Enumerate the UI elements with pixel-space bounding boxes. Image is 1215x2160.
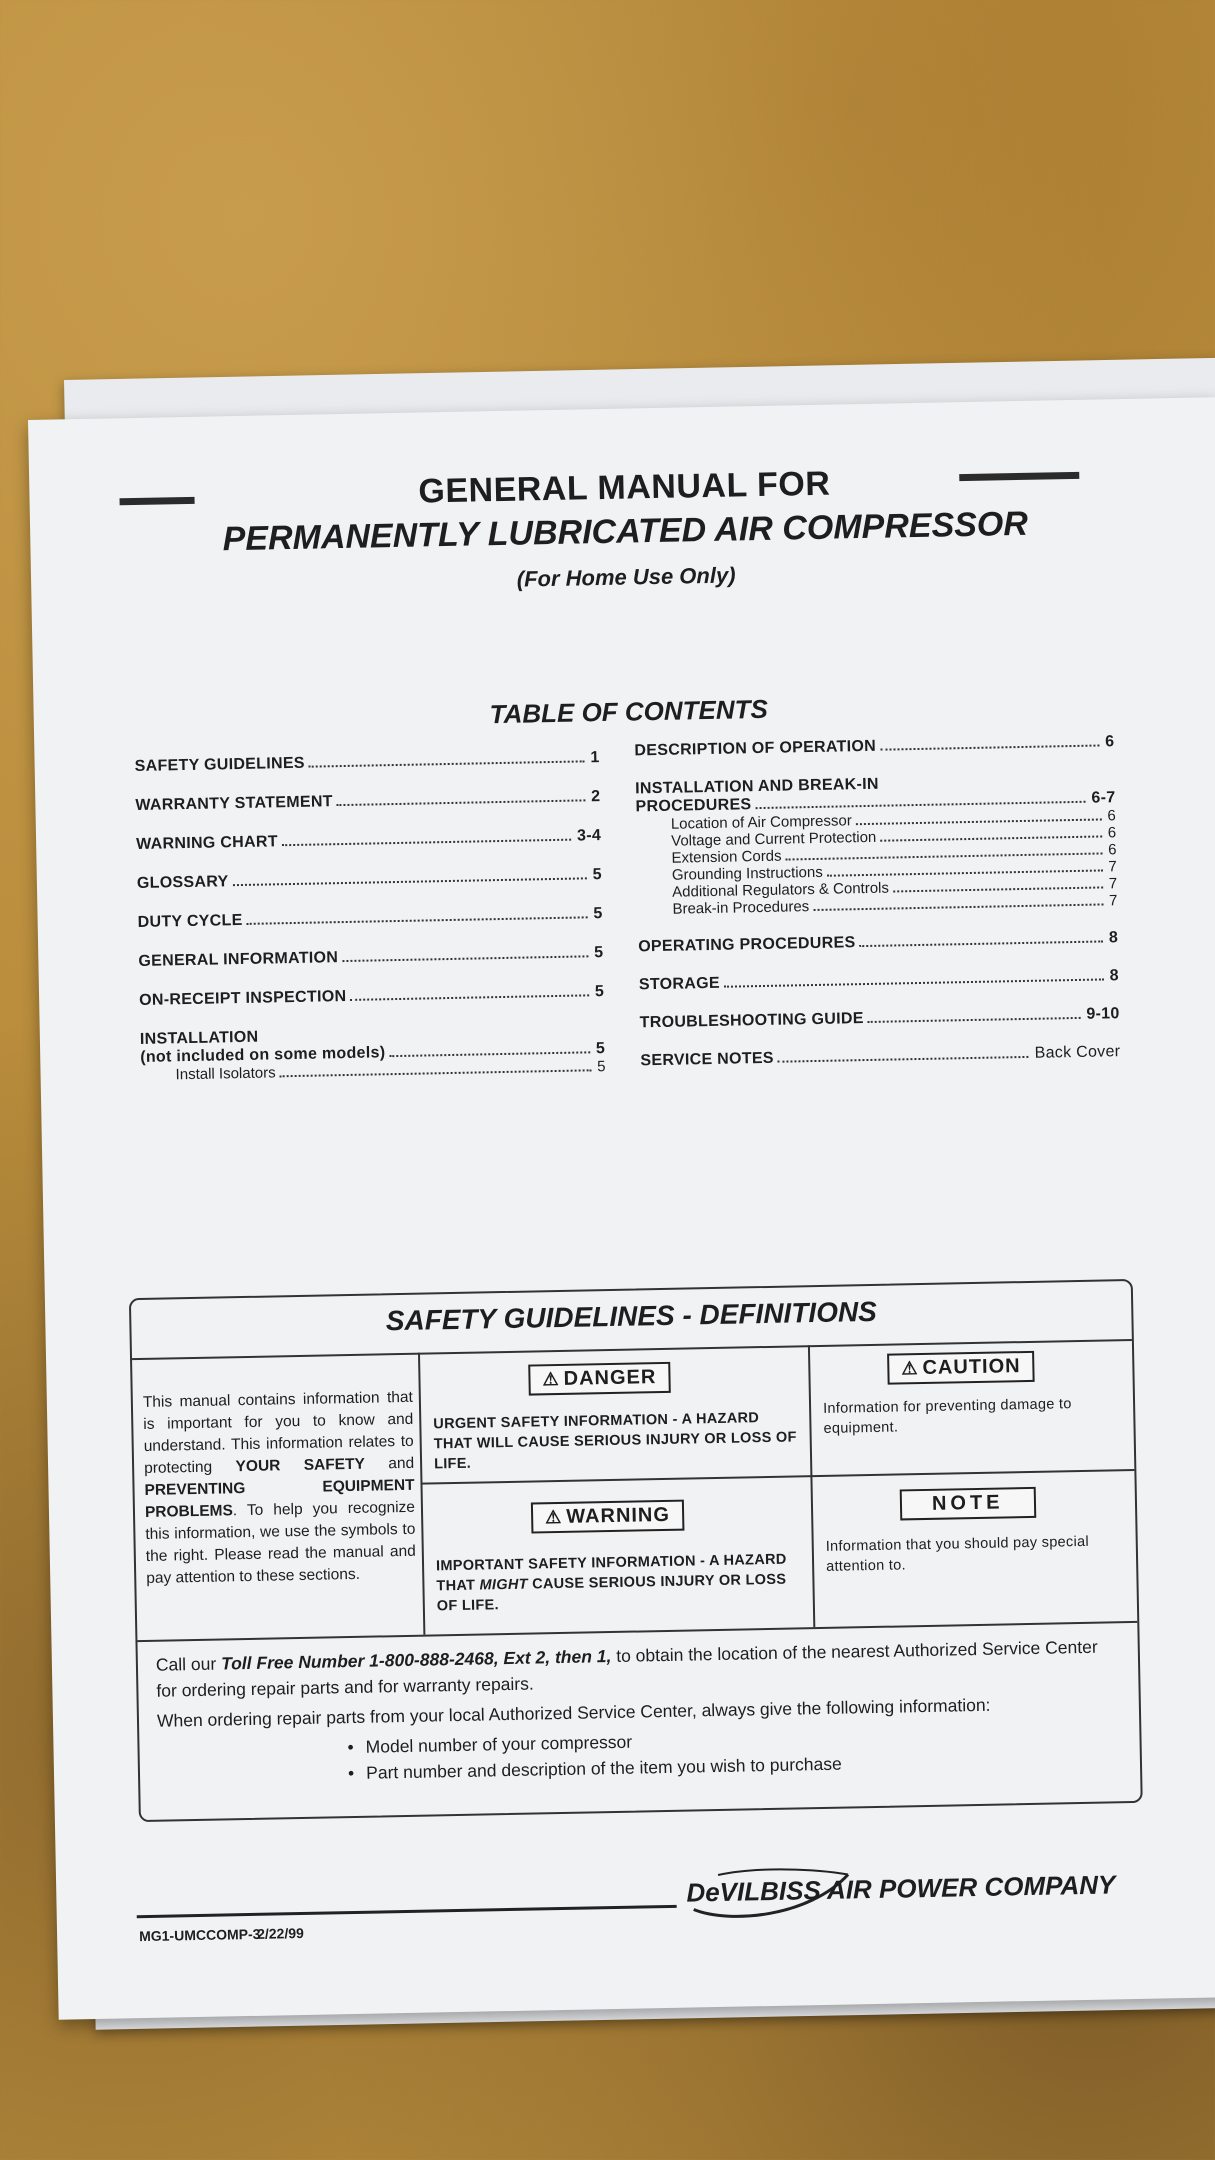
caution-definition: Information for preventing damage to equipment. [822, 1396, 1072, 1437]
toll-free-paragraph: Call our Toll Free Number 1-800-888-2468, Ext 2, then 1, to obtain the location of the nearest Authorized Service Center for ordering repair parts and for warranty repairs. [155, 1636, 1098, 1701]
toc-entry: (not included on some models) 5 [140, 1040, 606, 1066]
caution-badge: ⚠ CAUTION [887, 1351, 1035, 1385]
toc-entry: GENERAL INFORMATION 5 [138, 944, 604, 970]
toc-entry: DUTY CYCLE 5 [137, 905, 603, 931]
manual-page [28, 397, 1215, 2020]
toc-entry: PROCEDURES 6-7 [635, 789, 1116, 816]
toc-right-column [634, 733, 1120, 1070]
note-definition: Information that you should pay special attention to. [825, 1533, 1090, 1575]
title-line-2: PERMANENTLY LUBRICATED AIR COMPRESSOR [222, 504, 1029, 559]
toc-subentry: Voltage and Current Protection 6 [671, 824, 1117, 850]
toc-subentry: Additional Regulators & Controls 7 [672, 875, 1118, 901]
toc-entry: DESCRIPTION OF OPERATION 6 [634, 733, 1115, 760]
toc-entry: ON-RECEIPT INSPECTION 5 [139, 983, 605, 1009]
toc-heading: TABLE OF CONTENTS [489, 693, 769, 730]
toc-entry: WARNING CHART 3-4 [136, 827, 602, 854]
list-item: • Part number and description of the item you wish to purchase [348, 1745, 1123, 1786]
company-name: DeVILBISS AIR POWER COMPANY [686, 1869, 1116, 1908]
toc-subentry: Grounding Instructions 7 [671, 858, 1117, 884]
ordering-paragraph: When ordering repair parts from your local Authorized Service Center, always give the following information: [156, 1694, 991, 1731]
list-item: • Model number of your compressor [347, 1719, 1122, 1760]
divider [808, 1345, 815, 1627]
subtitle: (For Home Use Only) [516, 562, 736, 592]
warning-triangle-icon: ⚠ [544, 1506, 563, 1528]
document-id: MG1-UMCCOMP-3 [138, 1925, 261, 1945]
toc-installation-heading: INSTALLATION [139, 1028, 259, 1048]
toc-install-breakin-heading: INSTALLATION AND BREAK-IN [635, 775, 879, 798]
divider [418, 1353, 425, 1635]
toc-entry: WARRANTY STATEMENT 2 [135, 788, 601, 815]
warning-badge: ⚠ WARNING [531, 1500, 684, 1534]
toc-entry: SAFETY GUIDELINES 1 [134, 749, 600, 776]
warning-triangle-icon: ⚠ [542, 1368, 560, 1390]
service-info [156, 1633, 1123, 1790]
footer-rule [137, 1905, 677, 1918]
document-date: 2/22/99 [256, 1924, 304, 1942]
danger-definition: URGENT SAFETY INFORMATION - A HAZARD THAT WILL CAUSE SERIOUS INJURY OR LOSS OF LIFE. [433, 1410, 797, 1473]
danger-badge: ⚠ DANGER [528, 1362, 670, 1396]
toc-entry: OPERATING PROCEDURES 8 [638, 929, 1119, 956]
note-badge: NOTE [900, 1487, 1036, 1521]
toc-left-column [135, 749, 606, 1084]
safety-intro: This manual contains information that is important for you to know and understand. This information relates to protecting YOUR SAFETY and PREVENTING EQUIPMENT PROBLEMS. To help you recognize this information, we use the symbols to the right. Please read the manual and pay attention to these sections. [142, 1388, 416, 1587]
warning-definition: IMPORTANT SAFETY INFORMATION - A HAZARD THAT MIGHT CAUSE SERIOUS INJURY OR LOSS OF LIFE. [435, 1551, 787, 1615]
warning-triangle-icon: ⚠ [901, 1358, 919, 1379]
toc-subentry: Extension Cords 6 [671, 841, 1117, 867]
toc-entry: GLOSSARY 5 [136, 866, 602, 892]
toc-entry: STORAGE 8 [638, 967, 1120, 994]
title-line-1: GENERAL MANUAL FOR [418, 464, 831, 511]
toc-entry: TROUBLESHOOTING GUIDE 9-10 [639, 1005, 1120, 1032]
toc-entry: SERVICE NOTES Back Cover [640, 1043, 1121, 1070]
toc-subentry: Location of Air Compressor 6 [670, 807, 1116, 833]
safety-definitions-box [129, 1279, 1143, 1822]
safety-title: SAFETY GUIDELINES - DEFINITIONS [385, 1295, 878, 1337]
toc-subentry: Install Isolators 5 [175, 1058, 606, 1084]
toc-subentry: Break-in Procedures 7 [672, 892, 1118, 918]
